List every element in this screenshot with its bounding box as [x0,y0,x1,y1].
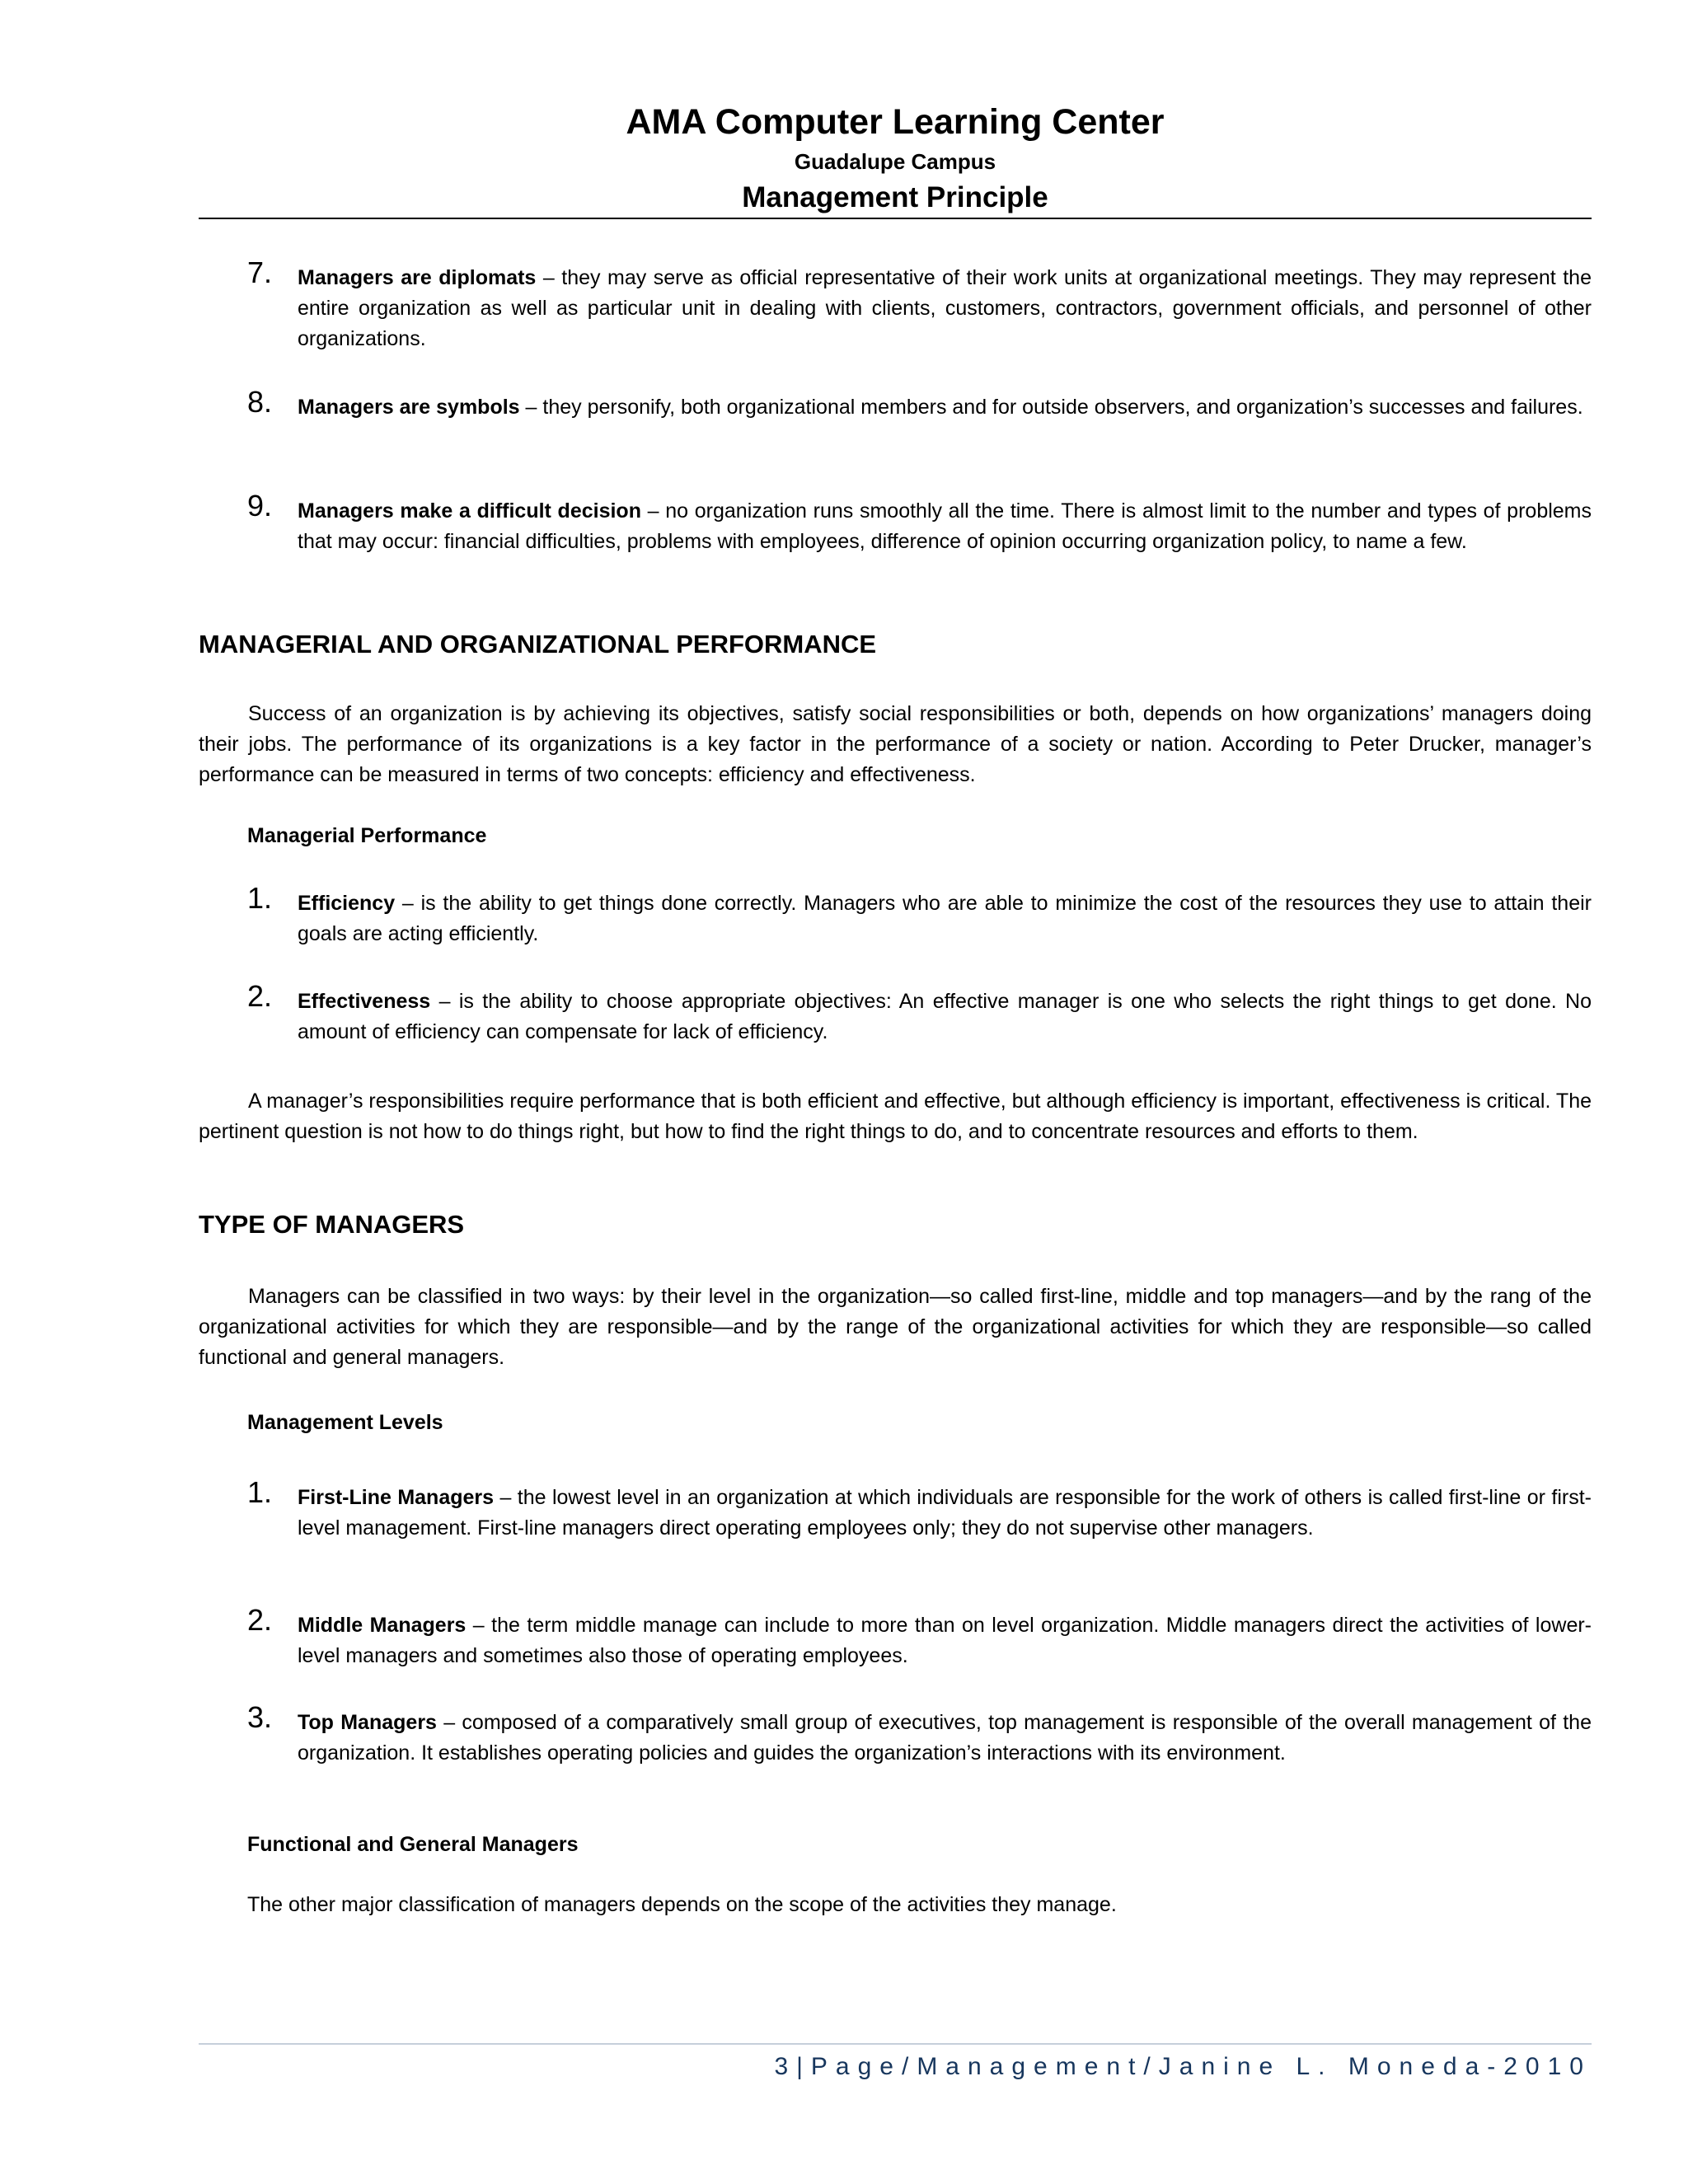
performance-intro: Success of an organization is by achieving its objectives, satisfy social responsibilities or both, depends on how organizations’ managers doing their jobs. The performance of its organizations is a key factor in the performance of a society or nation. According to Peter Drucker, manager’s performance can be measured in terms of two concepts: efficiency and effectiveness. [199,702,1592,786]
list-text: – is the ability to choose appropriate objectives: An effective manager is one who selects the right things to get done. No amount of efficiency can compensate for lack of efficiency. [298,990,1592,1043]
list-number: 8. [247,385,273,419]
list-text: – is the ability to get things done correctly. Managers who are able to minimize the cost of the resources they use to attain their goals are acting efficiently. [298,892,1592,945]
list-text: – they personify, both organizational members and for outside observers, and organization’s successes and failures. [519,396,1583,419]
section-heading-performance: MANAGERIAL AND ORGANIZATIONAL PERFORMANCE [199,630,877,658]
footer-rule [199,2043,1592,2045]
list-number: 7. [247,255,273,289]
types-intro: Managers can be classified in two ways: by their level in the organization—so called first-line, middle and top managers—and by the rang of the organizational activities for which they are responsible—and by the range of the organizational activities for which they are responsible—so called functional and general managers. [199,1285,1592,1369]
subheading-management-levels: Management Levels [247,1411,443,1434]
course-title: Management Principle [742,181,1048,213]
list-number: 1. [247,1475,273,1509]
list-term: Managers are diplomats [298,266,537,289]
list-item-decision [247,489,1592,557]
header-rule [199,218,1592,219]
list-text: – the lowest level in an organization at which individuals are responsible for the work of others is called first-line or first-level management. First-line managers direct operating employees only; they do not supervise other managers. [298,1486,1592,1540]
list-number: 2. [247,979,273,1013]
campus-name: Guadalupe Campus [794,149,996,174]
list-item-middle [247,1603,1592,1671]
list-term: Managers are symbols [298,396,520,419]
list-text: – they may serve as official representative of their work units at organizational meetings. They may represent the entire organization as well as particular unit in dealing with clients, customers, contractors, government officials, and personnel of other organizations. [298,266,1592,350]
list-number: 2. [247,1603,273,1637]
document-title: AMA Computer Learning Center [626,102,1165,142]
list-item-effectiveness [247,979,1592,1047]
list-item-efficiency [247,881,1592,949]
list-term: Middle Managers [298,1614,467,1637]
functional-text: The other major classification of managers depends on the scope of the activities they manage. [247,1893,1117,1916]
list-term: Top Managers [298,1711,437,1734]
list-term: First-Line Managers [298,1486,495,1509]
list-number: 9. [247,489,273,523]
section-heading-types: TYPE OF MANAGERS [199,1210,465,1239]
list-text: – composed of a comparatively small group of executives, top management is responsible of the overall management of the organization. It establishes operating policies and guides the organization’s interactions with its environment. [298,1711,1592,1765]
list-text: – the term middle manage can include to more than on level organization. Middle managers direct the activities of lower-level managers and sometimes also those of operating employees. [298,1614,1592,1667]
list-item-diplomats [247,255,1592,354]
list-item-symbols [247,385,1592,423]
list-item-first-line [247,1475,1592,1544]
list-number: 3. [247,1700,273,1734]
list-item-top [247,1700,1592,1769]
subheading-functional-general: Functional and General Managers [247,1833,579,1856]
list-number: 1. [247,881,273,915]
list-text: – no organization runs smoothly all the time. There is almost limit to the number and types of problems that may occur: financial difficulties, problems with employees, difference of opinion occurring organization policy, to name a few. [298,499,1592,553]
page-footer: 3|Page/Management/Janine L. Moneda-2010 [774,2053,1592,2080]
subheading-managerial-performance: Managerial Performance [247,824,487,847]
performance-closing: A manager’s responsibilities require performance that is both efficient and effective, but although efficiency is important, effectiveness is critical. The pertinent question is not how to do things right, but how to find the right things to do, and to concentrate resources and efforts to them. [199,1090,1592,1143]
list-term: Efficiency [298,892,396,915]
list-term: Effectiveness [298,990,431,1013]
list-term: Managers make a difficult decision [298,499,641,523]
